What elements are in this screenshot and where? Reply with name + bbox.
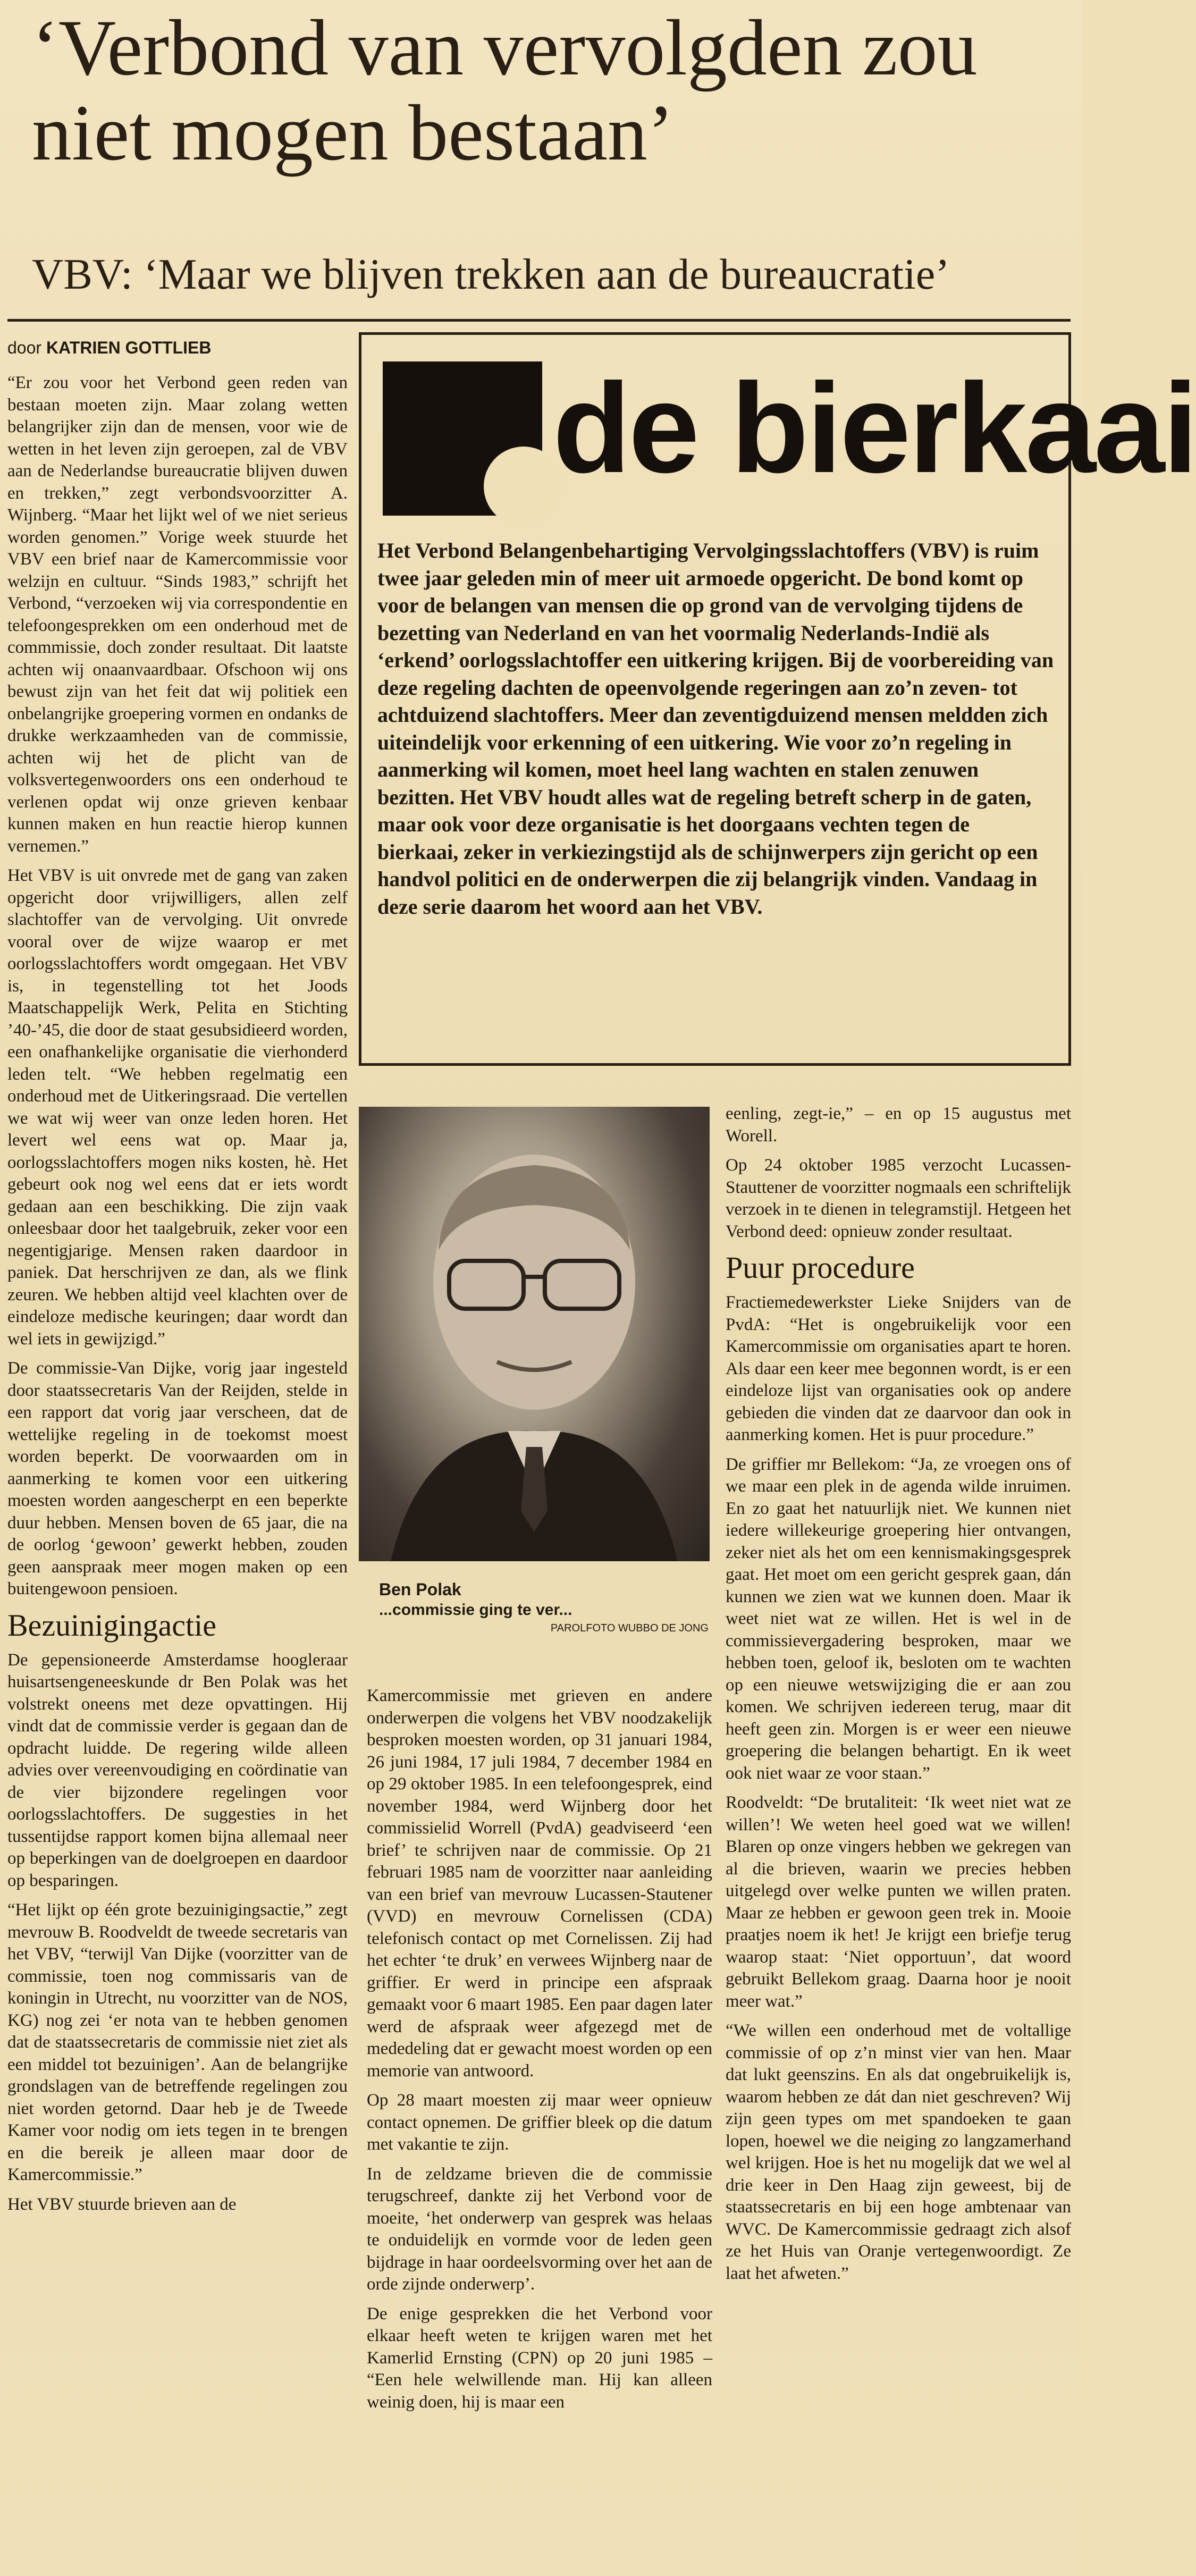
byline	[7, 338, 211, 358]
paragraph: “Het lijkt op één grote bezuinigingsactie,” zegt mevrouw B. Roodveldt de tweede secretaris van het VBV, “terwijl Van Dijke (voorzitter van de commissie, toen nog commissaris van de koningin in Utrecht, nu voorzitter van de NOS, KG) nog zei ‘er nota van te hebben genomen dat de staatssecretaris de commissie niet ziet als een middel tot bezuinigen’. Aan de belangrijke grondslagen van de betreffende regelingen zou niet worden getornd. Daar heb je de Tweede Kamer voor nodig om iets tegen in te brengen en die bereik je alleen maar door de Kamercommissie.”	[7, 1900, 348, 2184]
paragraph: De commissie-Van Dijke, vorig jaar ingesteld door staatssecretaris Van der Reijden, stelde in een rapport dat vorig jaar verscheen, dat de wettelijke regeling in de toekomst moest worden beperkt. De voorwaarden om in aanmerking te komen voor een uitkering moesten worden aangescherpt en een beperkte duur hebben. Mensen boven de 65 jaar, die na de oorlog ‘gewoon’ gewerkt hebben, zouden geen aanspraak meer mogen maken op een buitengewoon pensioen.	[7, 1359, 348, 1598]
paragraph: De enige gesprekken die het Verbond voor elkaar heeft weten te krijgen waren met het Kamerlid Ernsting (CPN) op 20 juni 1985 – “Een hele welwillende man. Hij kan alleen weinig doen, hij is maar een	[367, 2304, 712, 2412]
subheading-puur-procedure: Puur procedure	[726, 1250, 915, 1285]
paragraph: “Er zou voor het Verbond geen reden van bestaan moeten zijn. Maar zolang wetten belangrijker zijn dan de mensen, voor wie de wetten in het leven zijn geroepen, zal de VBV aan de Nederlandse bureaucratie blijven duwen en trekken,” zegt verbondsvoorzitter A. Wijnberg. “Maar het lijkt wel of we niet serieus worden genomen.” Vorige week stuurde het VBV een brief naar de Kamercommissie voor welzijn en cultuur. “Sinds 1983,” schrijft het Verbond, “verzoeken wij via correspondentie en telefoongesprekken om een onderhoud met de commmissie, doch zonder resultaat. Dit laatste achten wij onaanvaardbaar. Ofschoon wij ons bewust zijn van het feit dat wij politiek een onbelangrijke groepering vormen en ondanks de drukke werkzaamheden van de commissie, achten wij het de plicht van de volksvertegenwoorders ons een onderhoud te verlenen opdat wij onze grieven kenbaar kunnen maken en hun reactie hierop kunnen vernemen.”	[7, 373, 348, 856]
caption-name: Ben Polak	[379, 1580, 461, 1599]
logo-block	[383, 361, 542, 516]
column-2	[367, 1685, 712, 2421]
column-3	[726, 1103, 1071, 2292]
paragraph: Het VBV is uit onvrede met de gang van zaken opgericht door vrijwilligers, allen zelf slachtoffer van de vervolging. Uit onvrede vooral over de wijze waarop er met oorlogsslachtoffers wordt omgegaan. Het VBV is, in tegenstelling tot het Joods Maatschappelijk Werk, Pelita en Stichting ’40-’45, die door de staat gesubsidieerd worden, een onafhankelijke organisatie die vierhonderd leden telt. “We hebben regelmatig een onderhoud met de Uitkeringsraad. Die vertellen we wat wij weer van onze leden horen. Het levert wel eens wat op. Maar ja, oorlogsslachtoffers mogen niks kosten, hè. Het gebeurt ook nog wel eens dat er iets wordt gedaan aan een beschikking. Die zijn vaak onleesbaar door het taalgebruik, zeker voor een negentigjarige. Mensen raken daardoor in paniek. Dat herschrijven ze dan, als we flink zeuren. We hebben altijd veel klachten over de eindeloze medische keuringen; daar wordt dan wel iets in gewijzigd.”	[7, 866, 348, 1349]
photo-credit: PAROLFOTO WUBBO DE JONG	[550, 1622, 709, 1634]
intro-box	[359, 332, 1196, 1066]
paragraph: eenling, zegt-ie,” – en op 15 augustus met Worell.	[726, 1104, 1071, 1146]
paragraph: In de zeldzame brieven die de commissie terugschreef, dankte zij het Verbond voor de moeite, ‘het onderwerp van gesprek was helaas te onduidelijk en vormde voor de leden geen bijdrage in haar oordeelsvorming over het aan de orde zijnde onderwerp’.	[367, 2164, 712, 2294]
paragraph: Op 24 oktober 1985 verzocht Lucassen-Stauttener de voorzitter nogmaals een schriftelijk verzoek in te dienen in telegramstijl. Hetgeen het Verbond deed: opnieuw zonder resultaat.	[726, 1156, 1071, 1241]
paragraph: De gepensioneerde Amsterdamse hoogleraar huisartsengeneeskunde dr Ben Polak was het volstrekt oneens met deze opvattingen. Hij vindt dat de commissie verder is gegaan dan de opdracht luidde. De regering wilde alleen advies over vereenvoudiging en coördinatie van de vier bijzondere regelingen voor oorlogsslachtoffers. De suggesties in het tussentijdse rapport komen bijna allemaal neer op beperkingen van de doelgroepen en daardoor op besparingen.	[7, 1650, 348, 1890]
paragraph: Het VBV stuurde brieven aan de	[7, 2194, 237, 2214]
subheading-bezuinigingactie: Bezuinigingactie	[7, 1607, 216, 1643]
portrait-photo	[359, 1107, 710, 1561]
photo-caption	[379, 1579, 709, 1635]
byline-prefix: door	[7, 338, 42, 357]
headline: ‘Verbond van vervolgden zou niet mogen bestaan’	[32, 4, 978, 177]
byline-author: KATRIEN GOTTLIEB	[46, 338, 212, 357]
column-1	[7, 372, 348, 2223]
paragraph: Kamercommissie met grieven en andere onderwerpen die volgens het VBV noodzakelijk besproken moesten worden, op 31 januari 1984, 26 juni 1984, 17 juli 1984, 7 december 1984 en op 29 oktober 1985. In een telefoongesprek, eind november 1984, werd Wijnberg door het commissielid Worrell (PvdA) geadviseerd ‘een brief’ te schrijven naar de commissie. Op 21 februari 1985 nam de voorzitter naar aanleiding van een brief van mevrouw Lucassen-Stautener (VVD) en mevrouw Cornelissen (CDA) telefonisch contact op met Cornelissen. Zij had het echter ‘te druk’ en verwees Wijnberg naar de griffier. Er werd in principe een afspraak gemaakt voor 6 maart 1985. Een paar dagen later werd de afspraak weer afgezegd met de mededeling dat er gewacht moest worden op een memorie van antwoord.	[367, 1686, 712, 2081]
top-rule	[7, 319, 1071, 322]
paragraph: Roodveldt: “De brutaliteit: ‘Ik weet niet wat ze willen’! We weten heel goed wat we willen! Blaren op onze vingers hebben we gekregen van al die brieven, waarin we precies hebben uitgelegd over welke punten we willen praten. Maar ze hebben er gewoon geen trek in. Mooie praatjes noem ik het! Je krijgt een briefje terug waarop staat: ‘Niet opportuun’, dat woord gebruikt Bellekom graag. Daarna hoor je nooit meer wat.”	[726, 1793, 1071, 2011]
paragraph: De griffier mr Bellekom: “Ja, ze vroegen ons of we maar een plek in de agenda wilde inruimen. En zo gaat het natuurlijk niet. We kunnen niet iedere willekeurige groepering hier ontvangen, zeker niet als het om een kennismakingsgesprek gaat. Het moet om een gericht gesprek gaan, dán kunnen we zien wat we kunnen doen. Maar ik weet niet wat ze willen. Het is wel in de commissievergadering besproken, maar we hebben toen, geloof ik, besloten om te wachten op een nieuwe wetswijziging die er aan zou komen. We schrijven iedereen terug, maar dit heeft geen zin. Morgen is er weer een nieuwe groepering die belangen behartigt. En ik weet ook niet waar ze voor staan.”	[726, 1454, 1071, 1783]
caption-text: ...commissie ging te ver...	[379, 1601, 572, 1619]
de-bierkaai-logo	[383, 357, 1196, 516]
paragraph: “We willen een onderhoud met de voltallige commissie of op z’n minst vier van hen. Maar dat lukt geenszins. En als dat ongebruikelijk is, waarom hebben ze dát dan niet geschreven? Wij zijn geen types om met spandoeken te gaan lopen, hoewel we die neiging zo langzamerhand wel krijgen. Hoe is het nu mogelijk dat we wel al drie keer in Den Haag zijn geweest, bij de staatssecretaris en bij een hoge ambtenaar van WVC. De Kamercommissie gedraagt zich alsof ze het Huis van Oranje vertegenwoordigt. Ze laat het afweten.”	[726, 2021, 1071, 2283]
subheadline: VBV: ‘Maar we blijven trekken aan de bureaucratie’	[32, 250, 950, 298]
portrait-illustration	[359, 1107, 710, 1561]
paragraph: Op 28 maart moesten zij maar weer opnieuw contact opnemen. De griffier bleek op die datum met vakantie te zijn.	[367, 2091, 712, 2154]
paragraph: Fractiemedewerkster Lieke Snijders van de PvdA: “Het is ongebruikelijk voor een Kamercommissie om organisaties apart te horen. Als daar een keer mee begonnen wordt, is er een eindeloze lijst van organisaties ook op andere gebieden die vinden dat ze daarvoor dan ook in aanmerking komen. Het is puur procedure.”	[726, 1293, 1071, 1444]
intro-text: Het Verbond Belangenbehartiging Vervolgingsslachtoffers (VBV) is ruim twee jaar geleden min of meer uit armoede opgericht. De bond komt op voor de belangen van mensen die op grond van de vervolging tijdens de bezetting van Nederland en van het voormalig Nederlands-Indië als ‘erkend’ oorlogsslachtoffer een uitkering krijgen. Bij de voorbereiding van deze regeling dachten de opeenvolgende regeringen aan zo’n zeven- tot achtduizend slachtoffers. Meer dan zeventigduizend mensen meldden zich uiteindelijk voor erkenning of een uitkering. Wie voor zo’n regeling in aanmerking wil komen, moet heel lang wachten en stalen zenuwen bezitten. Het VBV houdt alles wat de regeling betreft scherp in de gaten, maar ook voor deze organisatie is het doorgaans vechten tegen de bierkaai, zeker in verkiezingstijd als de schijnwerpers zijn gericht op een handvol politici en de onderwerpen die zij belangrijk vinden. Vandaag in deze serie daarom het woord aan het VBV.	[377, 538, 1054, 919]
logo-text: de bierkaai	[553, 357, 1196, 499]
